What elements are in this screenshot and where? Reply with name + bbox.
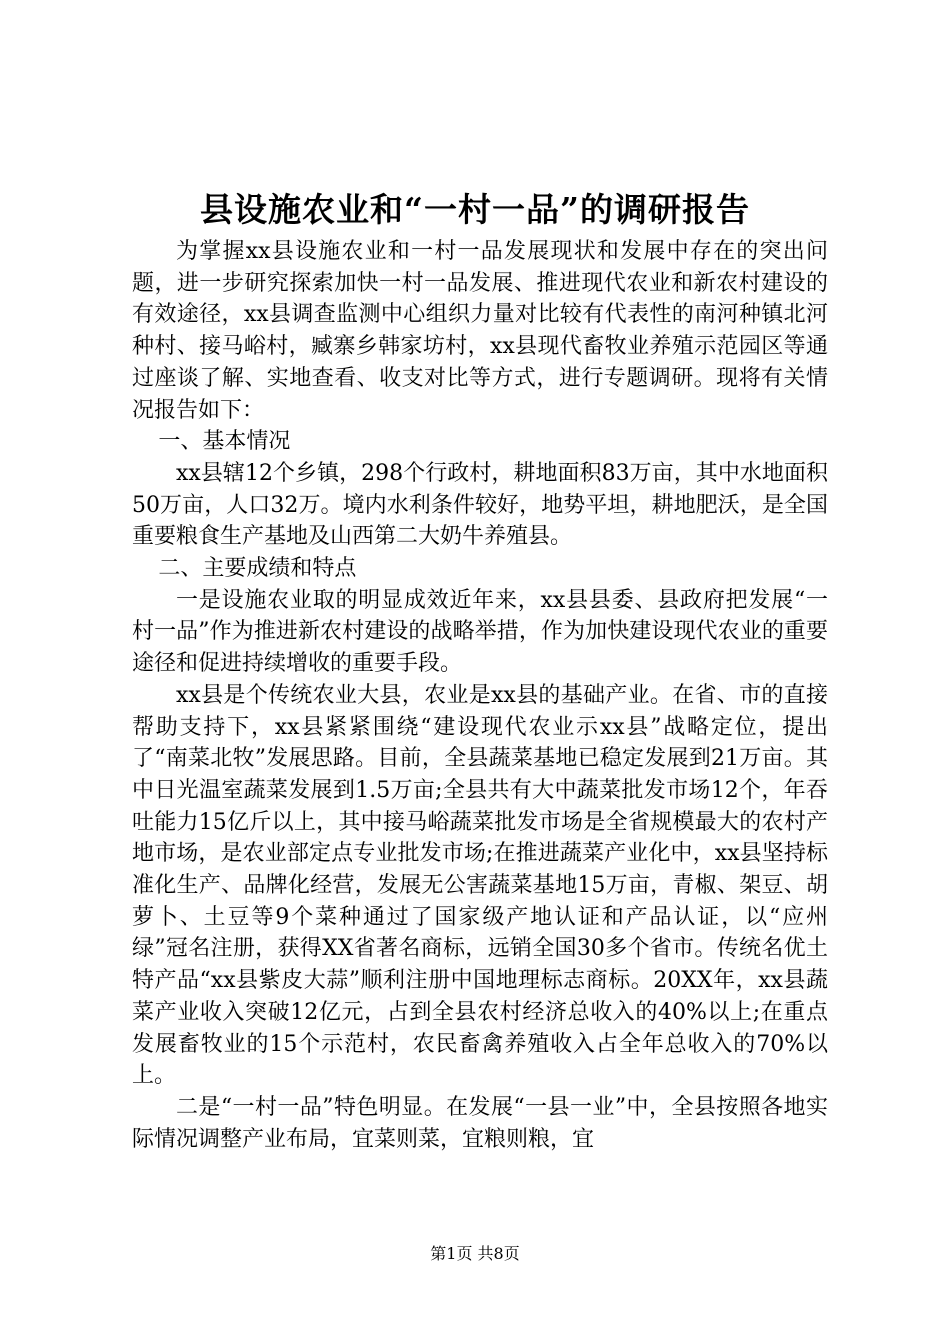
achievement-paragraph-1: 一是设施农业取的明显成效近年来，xx县县委、县政府把发展“一村一品”作为推进新农村建设的战略举措，作为加快建设现代农业的重要途径和促进持续增收的重要手段。 (132, 587, 828, 677)
document-body (132, 236, 828, 1155)
section-heading-basic: 一、基本情况 (158, 429, 291, 455)
achievement-paragraph-2: xx县是个传统农业大县，农业是xx县的基础产业。在省、市的直接帮助支持下，xx县紧紧围绕“建设现代农业示xx县”战略定位，提出了“南菜北牧”发展思路。目前，全县蔬菜基地已稳定发展到21万亩。其中日光温室蔬菜发展到1.5万亩;全县共有大中蔬菜批发市场12个，年吞吐能力15亿斤以上，其中接马峪蔬菜批发市场是全省规模最大的农村产地市场，是农业部定点专业批发市场;在推进蔬菜产业化中，xx县坚持标准化生产、品牌化经营，发展无公害蔬菜基地15万亩，青椒、架豆、胡萝卜、土豆等9个菜种通过了国家级产地认证和产品认证，以“应州绿”冠名注册，获得XX省著名商标，远销全国30多个省市。传统名优土特产品“xx县紫皮大蒜”顺利注册中国地理标志商标。20XX年，xx县蔬菜产业收入突破12亿元，占到全县农村经济总收入的40%以上;在重点发展畜牧业的15个示范村，农民畜禽养殖收入占全年总收入的70%以上。 (132, 682, 828, 1089)
achievement-paragraph-3: 二是“一村一品”特色明显。在发展“一县一业”中，全县按照各地实际情况调整产业布局，宜菜则菜，宜粮则粮，宜 (132, 1094, 828, 1152)
intro-paragraph: 为掌握xx县设施农业和一村一品发展现状和发展中存在的突出问题，进一步研究探索加快一村一品发展、推进现代农业和新农村建设的有效途径，xx县调查监测中心组织力量对比较有代表性的南河种镇北河种村、接马峪村，臧寨乡韩家坊村，xx县现代畜牧业养殖示范园区等通过座谈了解、实地查看、收支对比等方式，进行专题调研。现将有关情况报告如下： (132, 239, 828, 423)
page-number-footer: 第1页 共8页 (430, 1244, 520, 1263)
document-title: 县设施农业和“一村一品”的调研报告 (200, 190, 750, 229)
section-heading-achievements: 二、主要成绩和特点 (158, 556, 357, 582)
basic-info-paragraph: xx县辖12个乡镇，298个行政村，耕地面积83万亩，其中水地面积50万亩，人口32万。境内水利条件较好，地势平坦，耕地肥沃，是全国重要粮食生产基地及山西第二大奶牛养殖县。 (132, 460, 828, 550)
